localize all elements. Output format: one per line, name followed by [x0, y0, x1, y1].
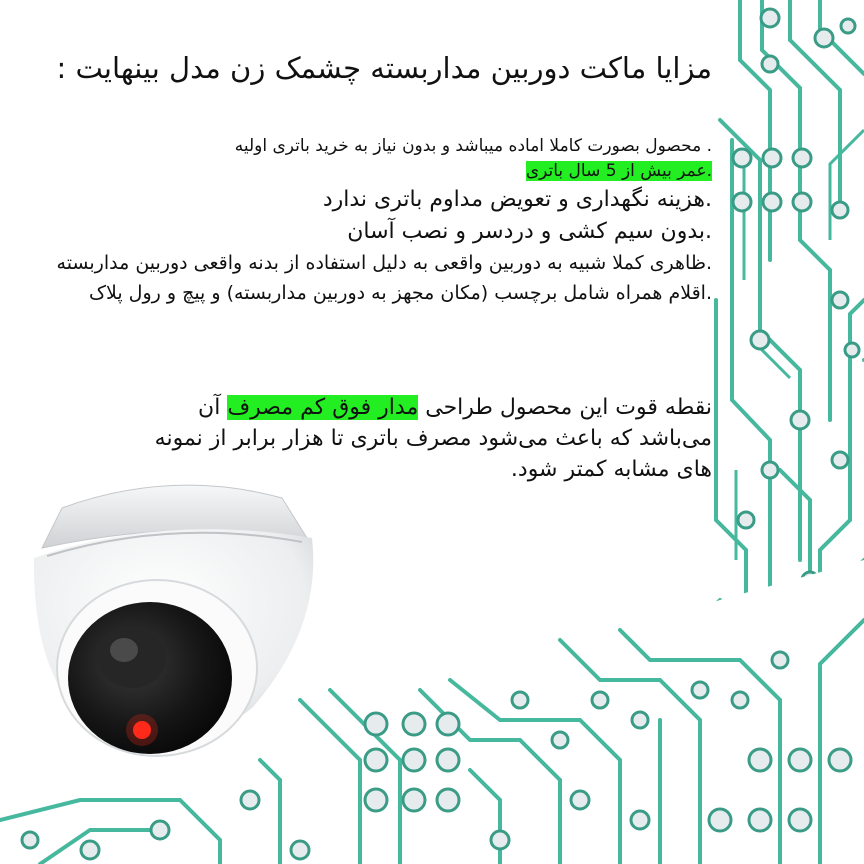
strength-paragraph	[152, 392, 712, 485]
page-title: مزایا ماکت دوربین مداربسته چشمک زن مدل بینهایت :	[56, 51, 712, 85]
feature-package-contents: .اقلام همراه شامل برچسب (مکان مجهز به دوربین مداربسته) و پیچ و رول پلاک	[88, 282, 712, 304]
feature-no-maintenance: .هزینه نگهداری و تعویض مداوم باتری ندارد	[322, 187, 712, 212]
strength-highlight: مدار فوق کم مصرف	[227, 395, 419, 420]
strength-rest: آن می‌باشد که باعث می‌شود مصرف باتری تا هزار برابر از نمونه های مشابه کمتر شود.	[154, 395, 712, 482]
feature-easy-install: .بدون سیم کشی و دردسر و نصب آسان	[347, 219, 712, 244]
feature-realistic-look: .ظاهری کملا شبیه به دوربین واقعی به دلیل استفاده از بدنه واقعی دوربین مداربسته	[56, 252, 712, 274]
feature-ready-to-use: . محصول بصورت کاملا اماده میباشد و بدون نیاز به خرید باتری اولیه	[234, 136, 712, 156]
strength-prefix: نقطه قوت این محصول طراحی	[425, 395, 712, 420]
feature-battery-life: .عمر بیش از 5 سال باتری	[525, 161, 712, 181]
feature-list	[22, 134, 712, 308]
dome-camera-image	[22, 478, 332, 758]
